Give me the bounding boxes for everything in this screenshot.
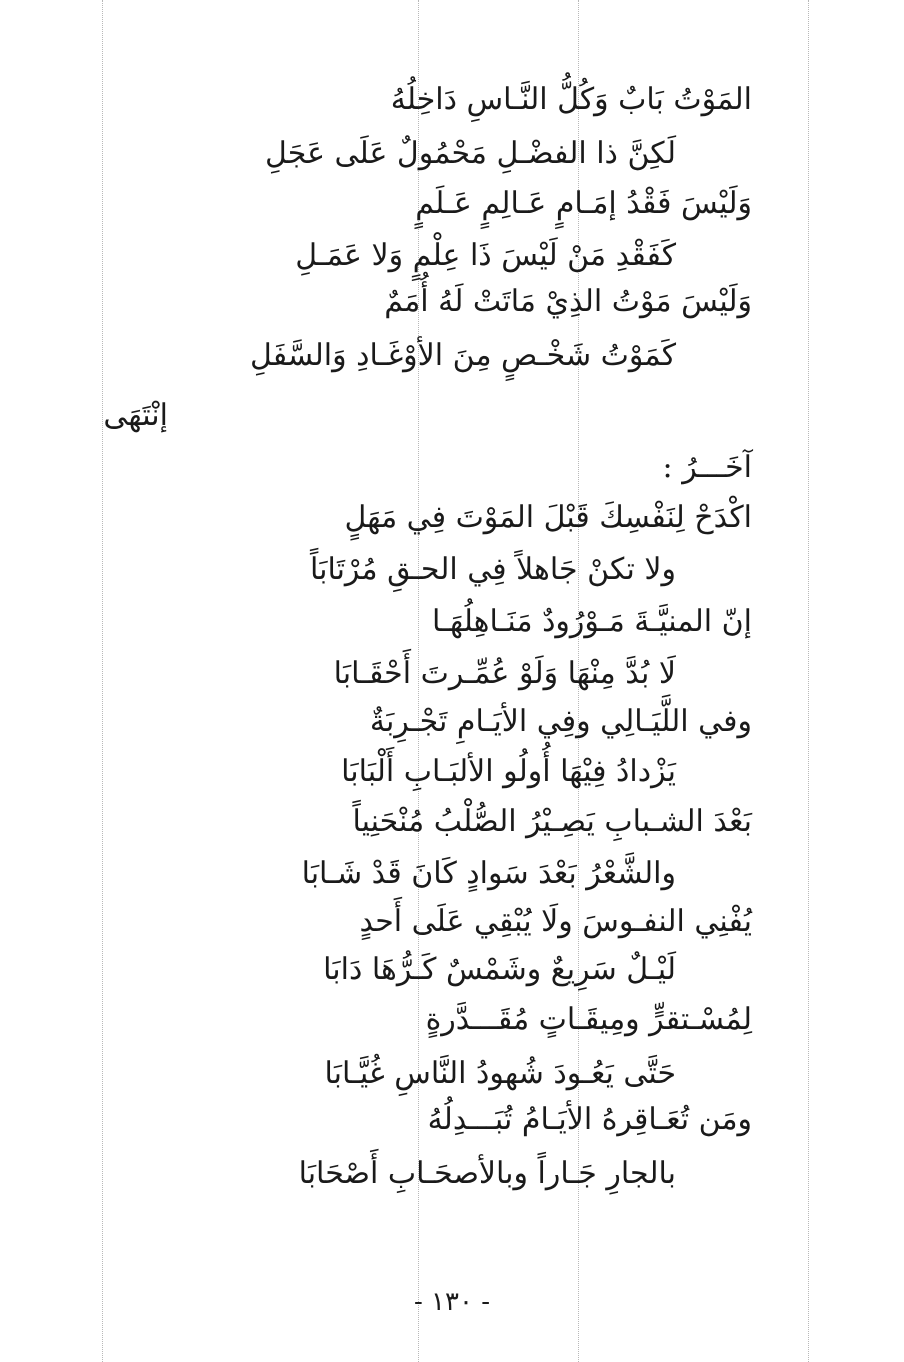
verse-line: وفي اللَّيَـالِي وفِي الأيَـامِ تَجْـرِبَةٌ: [369, 704, 752, 739]
section-heading: آخَـــرُ :: [662, 450, 752, 485]
verse-line: لَيْـلٌ سَرِيعٌ وشَمْسٌ كَـرُّهَا دَابَا: [323, 952, 676, 987]
verse-line: ولا تكنْ جَاهلاً فِي الحـقِ مُرْتَابَاً: [309, 552, 676, 587]
scan-guide-line: [808, 0, 809, 1362]
poem-end-marker: إنْتَهَى: [103, 398, 168, 433]
verse-line: وَلَيْسَ مَوْتُ الذِيْ مَاتَتْ لَهُ أُمَمٌ: [384, 284, 752, 319]
verse-line: اكْدَحْ لِنَفْسِكَ قَبْلَ المَوْتَ فِي مَهَلٍ: [344, 500, 752, 535]
verse-line: لَكِنَّ ذا الفضْـلِ مَحْمُولٌ عَلَى عَجَلِ: [265, 136, 676, 171]
verse-line: لَا بُدَّ مِنْهَا وَلَوْ عُمِّـرتَ أَحْقَـابَا: [333, 656, 676, 691]
page-number: - ١٣٠ -: [413, 1287, 491, 1317]
verse-line: بَعْدَ الشـبابِ يَصِـيْرُ الصُّلْبُ مُنْحَنِياً: [352, 804, 752, 839]
verse-line: يُفْنِي النفـوسَ ولَا يُبْقِي عَلَى أَحدٍ: [359, 904, 752, 939]
verse-line: إنّ المنيَّـةَ مَـوْرُودٌ مَنَـاهِلُهَـا: [431, 604, 752, 639]
scan-guide-line: [102, 0, 103, 1362]
verse-line: حَتَّى يَعُـودَ شُهودُ النَّاسِ غُيَّـابَا: [324, 1056, 676, 1091]
verse-line: بالجارِ جَـاراً وبالأصحَـابِ أَصْحَابَا: [298, 1156, 676, 1191]
verse-line: كَفَقْدِ مَنْ لَيْسَ ذَا عِلْمٍ وَلا عَمَـلِ: [295, 238, 676, 273]
verse-line: كَمَوْتُ شَخْـصٍ مِنَ الأوْغَـادِ وَالسَّفَلِ: [250, 338, 676, 373]
verse-line: المَوْتُ بَابٌ وَكُلُّ النَّـاسِ دَاخِلُهُ: [390, 82, 752, 117]
verse-line: ومَن تُعَـاقِرهُ الأيَـامُ تُبَـــدِلُهُ: [427, 1102, 752, 1137]
verse-line: وَلَيْسَ فَقْدُ إمَـامٍ عَـالِمٍ عَـلَمٍ: [415, 186, 752, 221]
verse-line: يَزْدادُ فِيْهَا أُولُو الألبَـابِ أَلْبَابَا: [341, 754, 676, 789]
verse-line: لِمُسْـتقرٍّ ومِيقَـاتٍ مُقَـــدَّرةٍ: [425, 1002, 752, 1037]
verse-line: والشَّعْرُ بَعْدَ سَوادٍ كَانَ قَدْ شَـابَا: [301, 856, 676, 891]
